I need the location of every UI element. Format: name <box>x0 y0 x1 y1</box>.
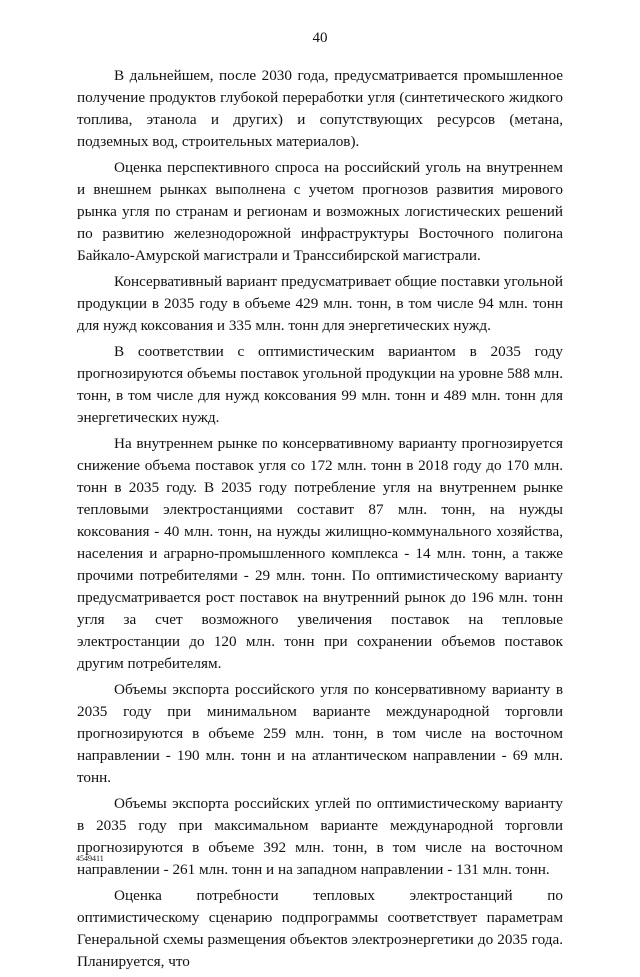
paragraph: В соответствии с оптимистическим вариантом в 2035 году прогнозируются объемы поставок угольной продукции на уровне 588 млн. тонн, в том числе для нужд коксования 99 млн. тонн и 489 млн. тонн для энергетических нужд. <box>77 343 563 426</box>
paragraph: Оценка потребности тепловых электростанций по оптимистическому сценарию подпрограммы соответствует параметрам Генеральной схемы размещения объектов электроэнергетики до 2035 года. Планируется, что <box>77 887 563 970</box>
paragraph: Объемы экспорта российского угля по консервативному варианту в 2035 году при минимальном варианте международной торговли прогнозируются в объеме 259 млн. тонн, в том числе на восточном направлении - 190 млн. тонн и на атлантическом направлении - 69 млн. тонн. <box>77 681 563 786</box>
page-number: 40 <box>312 30 328 46</box>
paragraph: Объемы экспорта российских углей по оптимистическому варианту в 2035 году при максимальном варианте международной торговли прогнозируются в объеме 392 млн. тонн, в том числе на восточном направлении - 261 млн. тонн и на западном направлении - 131 млн. тонн. <box>77 795 563 878</box>
paragraph: Оценка перспективного спроса на российский уголь на внутреннем и внешнем рынках выполнена с учетом прогнозов развития мирового рынка угля по странам и регионам и возможных логистических решений по развитию железнодорожной инфраструктуры Восточного полигона Байкало-Амурской магистрали и Транссибирской магистрали. <box>77 159 563 264</box>
paragraph: Консервативный вариант предусматривает общие поставки угольной продукции в 2035 году в объеме 429 млн. тонн, в том числе 94 млн. тонн для нужд коксования и 335 млн. тонн для энергетических нужд. <box>77 273 563 334</box>
paragraph: На внутреннем рынке по консервативному варианту прогнозируется снижение объема поставок угля со 172 млн. тонн в 2018 году до 170 млн. тонн в 2035 году. В 2035 году потребление угля на внутреннем рынке тепловыми электростанциями составит 87 млн. тонн, на нужды коксования - 40 млн. тонн, на нужды жилищно-коммунального хозяйства, населения и аграрно-промышленного комплекса - 14 млн. тонн, а также прочими потребителями - 29 млн. тонн. По оптимистическому варианту предусматривается рост поставок на внутренний рынок до 196 млн. тонн угля за счет возможного увеличения поставок на тепловые электростанции до 120 млн. тонн при сохранении объемов поставок другим потребителям. <box>77 435 563 672</box>
document-body <box>77 65 563 977</box>
paragraph: В дальнейшем, после 2030 года, предусматривается промышленное получение продуктов глубокой переработки угля (синтетического жидкого топлива, этанола и других) и сопутствующих ресурсов (метана, подземных вод, строительных материалов). <box>77 67 563 150</box>
document-code: 4549411 <box>76 854 104 863</box>
